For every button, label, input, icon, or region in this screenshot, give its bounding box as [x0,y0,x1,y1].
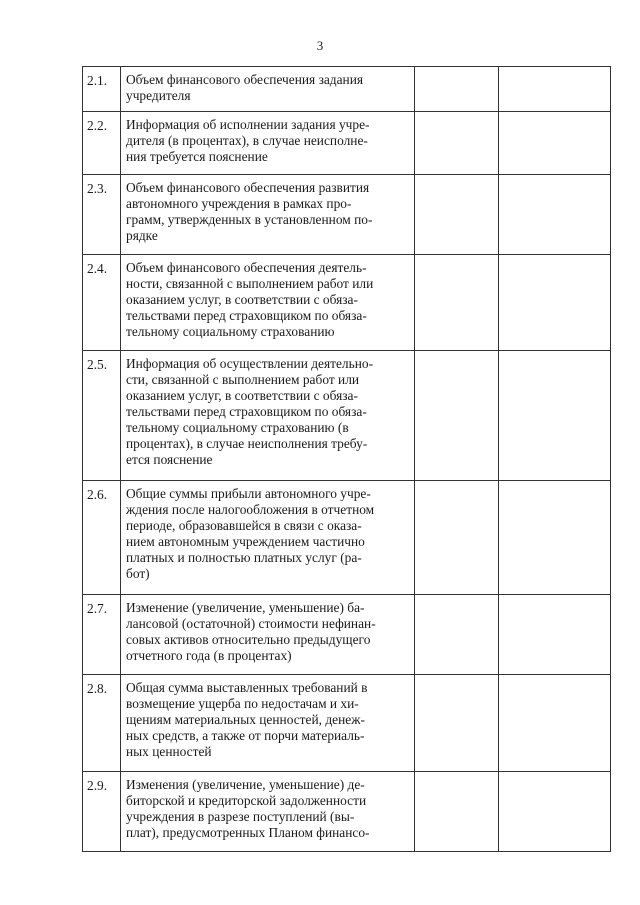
value-cell [499,595,611,675]
row-number: 2.1. [83,67,121,112]
row-description [121,772,415,852]
row-description [121,595,415,675]
row-description [121,67,415,112]
table-row [83,351,611,481]
report-table [82,66,611,852]
value-cell [415,675,499,772]
value-cell [499,351,611,481]
value-cell [499,675,611,772]
table-row [83,772,611,852]
value-cell [499,481,611,595]
row-description [121,675,415,772]
value-cell [499,112,611,175]
table-row [83,595,611,675]
value-cell [499,255,611,351]
value-cell [415,595,499,675]
page-number: 3 [316,38,324,53]
value-cell [415,351,499,481]
value-cell [415,112,499,175]
row-number: 2.9. [83,772,121,852]
row-description-text: Объем финансового обеспечения развития автономного учреждения в рамках про- грамм, утвержденных в установленном по- рядке [126,180,373,243]
table-row [83,255,611,351]
row-number: 2.7. [83,595,121,675]
value-cell [415,772,499,852]
table-row [83,175,611,255]
row-number: 2.2. [83,112,121,175]
row-number: 2.5. [83,351,121,481]
table-row [83,112,611,175]
row-description-text: Общая сумма выставленных требований в возмещение ущерба по недостачам и хи- щениям материальных ценностей, денеж- ных средств, а также от порчи материаль- ных ценностей [126,680,368,759]
value-cell [415,255,499,351]
table-row [83,675,611,772]
row-number: 2.6. [83,481,121,595]
row-number: 2.3. [83,175,121,255]
row-description-text: Общие суммы прибыли автономного учре- ждения после налогообложения в отчетном периоде, образовавшейся в связи с оказа- нием автономным учреждением частично платных и полностью платных услуг (ра- бот) [126,486,375,581]
row-description-text: Изменения (увеличение, уменьшение) де- биторской и кредиторской задолженности учреждения в разрезе поступлений (вы- плат), предусмотренных Планом финансо- [126,777,370,840]
row-number: 2.8. [83,675,121,772]
row-description [121,481,415,595]
value-cell [415,481,499,595]
row-description-text: Изменение (увеличение, уменьшение) ба- лансовой (остаточной) стоимости нефинан- совых активов относительно предыдущего отчетного года (в процентах) [126,600,376,663]
value-cell [499,772,611,852]
row-description-text: Информация об осуществлении деятельно- сти, связанной с выполнением работ или оказанием услуг, в соответствии с обяза- тельствами перед страховщиком по обяза- тельному социальному страхованию (в процентах), в случае неисполнения требу- ется пояснение [126,356,374,467]
row-description-text: Объем финансового обеспечения деятель- ности, связанной с выполнением работ или оказанием услуг, в соответствии с обяза- тельствами перед страховщиком по обяза- тельному социальному страхованию [126,260,374,339]
row-description [121,351,415,481]
row-number: 2.4. [83,255,121,351]
row-description [121,175,415,255]
row-description-text: Информация об исполнении задания учре- дителя (в процентах), в случае неисполне- ния требуется пояснение [126,117,370,164]
value-cell [499,67,611,112]
row-description [121,112,415,175]
value-cell [499,175,611,255]
row-description-text: Объем финансового обеспечения задания учредителя [126,72,364,103]
table-row [83,481,611,595]
row-description [121,255,415,351]
table-row [83,67,611,112]
value-cell [415,67,499,112]
value-cell [415,175,499,255]
